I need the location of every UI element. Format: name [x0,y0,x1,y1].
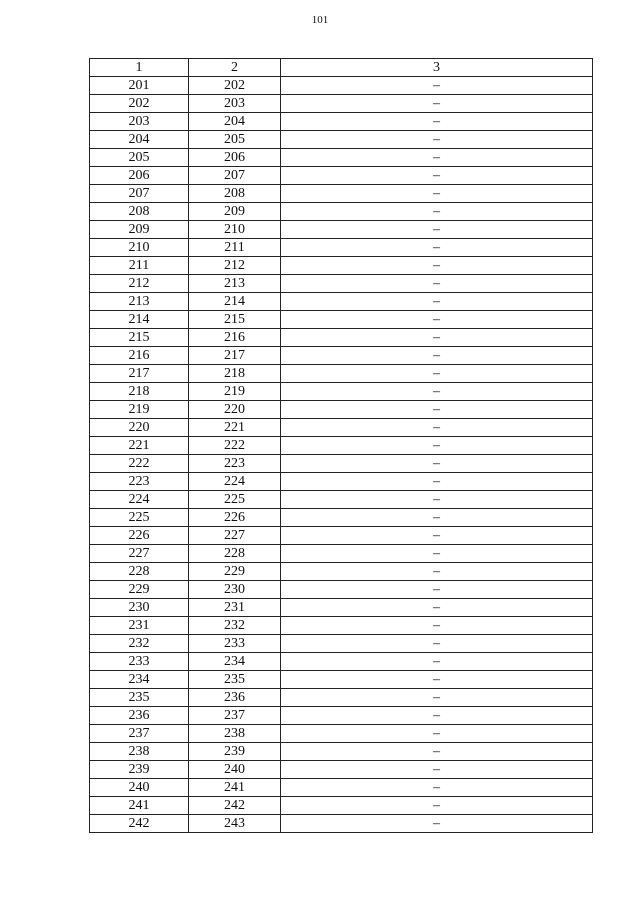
table-cell: – [281,203,593,221]
table-row [90,599,593,617]
table-cell: – [281,149,593,167]
table-row [90,689,593,707]
table-cell: – [281,527,593,545]
table-row [90,797,593,815]
table-cell: 229 [189,563,281,581]
table-row [90,743,593,761]
table-cell: 237 [189,707,281,725]
table-cell: 203 [189,95,281,113]
table-cell: 227 [90,545,189,563]
table-cell: 222 [90,455,189,473]
table-cell: – [281,77,593,95]
data-table [89,58,593,833]
table-cell: – [281,437,593,455]
table-row [90,311,593,329]
table-cell: – [281,167,593,185]
table-cell: – [281,815,593,833]
table-cell: 226 [189,509,281,527]
table-cell: 231 [189,599,281,617]
table-cell: – [281,761,593,779]
table-cell: – [281,599,593,617]
table-cell: 216 [90,347,189,365]
table-row [90,365,593,383]
table-cell: – [281,131,593,149]
table-row [90,275,593,293]
table-row [90,761,593,779]
column-header: 2 [189,59,281,77]
table-cell: – [281,401,593,419]
table-cell: – [281,185,593,203]
table-row [90,239,593,257]
table-row [90,725,593,743]
table-header-row [90,59,593,77]
table-cell: 230 [189,581,281,599]
table-cell: 235 [90,689,189,707]
table-cell: 218 [90,383,189,401]
table-row [90,293,593,311]
table-cell: – [281,617,593,635]
table-row [90,419,593,437]
table-row [90,491,593,509]
table-cell: 233 [90,653,189,671]
table-cell: – [281,419,593,437]
table-cell: 204 [90,131,189,149]
table-cell: – [281,653,593,671]
table-cell: 236 [189,689,281,707]
column-header: 3 [281,59,593,77]
table-row [90,527,593,545]
table-row [90,149,593,167]
table-cell: 232 [189,617,281,635]
table-row [90,203,593,221]
table-cell: – [281,257,593,275]
table-cell: 237 [90,725,189,743]
table-cell: – [281,779,593,797]
table-cell: 225 [189,491,281,509]
table-cell: 223 [90,473,189,491]
table-cell: 220 [90,419,189,437]
table-cell: 239 [90,761,189,779]
table-cell: 229 [90,581,189,599]
column-header: 1 [90,59,189,77]
table-cell: 222 [189,437,281,455]
table-row [90,185,593,203]
table-cell: 218 [189,365,281,383]
table-cell: 205 [189,131,281,149]
table-cell: 243 [189,815,281,833]
table-row [90,671,593,689]
table-cell: 213 [189,275,281,293]
table-cell: 234 [90,671,189,689]
table-row [90,221,593,239]
table-cell: 228 [189,545,281,563]
table-body [90,77,593,833]
table-cell: – [281,743,593,761]
table-cell: 227 [189,527,281,545]
table-row [90,329,593,347]
table-cell: 221 [189,419,281,437]
table-cell: – [281,329,593,347]
table-cell: 215 [189,311,281,329]
table-cell: 219 [189,383,281,401]
table-row [90,815,593,833]
table-cell: 232 [90,635,189,653]
table-row [90,707,593,725]
table-cell: 210 [189,221,281,239]
table-row [90,635,593,653]
table-row [90,257,593,275]
table-cell: 234 [189,653,281,671]
table-cell: – [281,671,593,689]
table-cell: 226 [90,527,189,545]
table-cell: 206 [90,167,189,185]
table-cell: 239 [189,743,281,761]
table-row [90,77,593,95]
table-cell: – [281,221,593,239]
table-cell: – [281,293,593,311]
table-cell: 214 [90,311,189,329]
table-cell: 208 [189,185,281,203]
table-cell: 207 [90,185,189,203]
table-cell: 205 [90,149,189,167]
table-cell: – [281,275,593,293]
table-cell: 221 [90,437,189,455]
table-cell: 207 [189,167,281,185]
table-cell: 215 [90,329,189,347]
table-cell: 233 [189,635,281,653]
table-row [90,779,593,797]
table-cell: – [281,509,593,527]
table-cell: 228 [90,563,189,581]
table-cell: – [281,383,593,401]
table-row [90,473,593,491]
table-row [90,95,593,113]
table-cell: 212 [90,275,189,293]
table-cell: 211 [189,239,281,257]
table-cell: 213 [90,293,189,311]
table-cell: – [281,239,593,257]
table-cell: – [281,365,593,383]
table-row [90,653,593,671]
table-cell: 241 [90,797,189,815]
table-cell: – [281,113,593,131]
page-number: 101 [311,14,329,26]
table-cell: 208 [90,203,189,221]
table-cell: 217 [189,347,281,365]
table-cell: – [281,311,593,329]
table-cell: 242 [90,815,189,833]
table-cell: – [281,455,593,473]
table-cell: 223 [189,455,281,473]
table-cell: – [281,95,593,113]
table-cell: 210 [90,239,189,257]
table-cell: 214 [189,293,281,311]
table-cell: – [281,707,593,725]
table-cell: 240 [189,761,281,779]
table-cell: 219 [90,401,189,419]
table-cell: – [281,347,593,365]
table-row [90,509,593,527]
table-cell: – [281,635,593,653]
table-row [90,167,593,185]
table-cell: 202 [90,95,189,113]
table-cell: – [281,473,593,491]
table-row [90,347,593,365]
table-cell: 216 [189,329,281,347]
table-cell: 241 [189,779,281,797]
table-cell: 220 [189,401,281,419]
table-cell: 224 [189,473,281,491]
table-cell: – [281,581,593,599]
table-cell: 211 [90,257,189,275]
table-row [90,383,593,401]
table-cell: 242 [189,797,281,815]
table-row [90,401,593,419]
table-cell: – [281,563,593,581]
table-cell: 236 [90,707,189,725]
table-row [90,563,593,581]
table-cell: – [281,545,593,563]
table-cell: 224 [90,491,189,509]
table-cell: – [281,689,593,707]
table-cell: 230 [90,599,189,617]
table-cell: 204 [189,113,281,131]
table-row [90,455,593,473]
table-cell: 238 [90,743,189,761]
table-cell: 238 [189,725,281,743]
table-cell: 206 [189,149,281,167]
table-row [90,545,593,563]
table-cell: – [281,725,593,743]
table-cell: 235 [189,671,281,689]
table-cell: 225 [90,509,189,527]
table-cell: 231 [90,617,189,635]
table-cell: 209 [189,203,281,221]
table-cell: 217 [90,365,189,383]
table-cell: 203 [90,113,189,131]
table-cell: 202 [189,77,281,95]
table-row [90,113,593,131]
table-row [90,131,593,149]
table-cell: 212 [189,257,281,275]
table-row [90,617,593,635]
table-row [90,581,593,599]
table-cell: 209 [90,221,189,239]
table-row [90,437,593,455]
table-cell: – [281,491,593,509]
table-cell: 240 [90,779,189,797]
table-cell: 201 [90,77,189,95]
table-cell: – [281,797,593,815]
